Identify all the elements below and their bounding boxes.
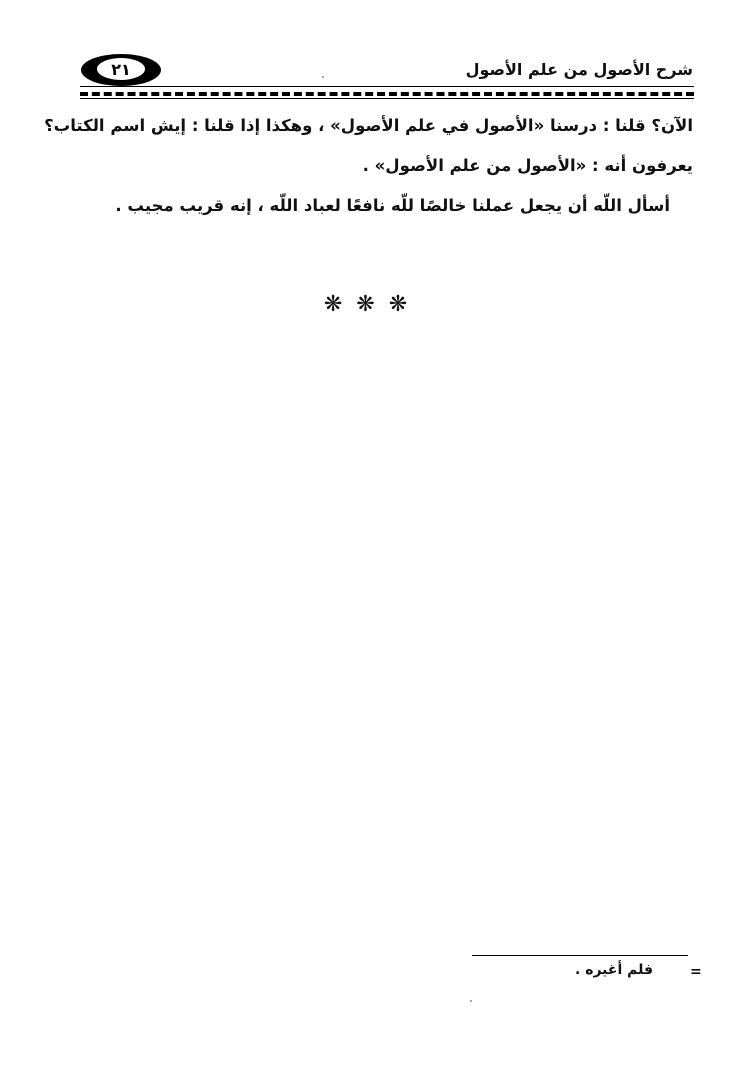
footnote-text: فلم أغيره . — [575, 962, 653, 978]
header-rule-dashed — [80, 92, 694, 96]
header-rule — [80, 86, 694, 87]
header-rule-bottom — [80, 98, 694, 99]
running-title: شرح الأصول من علم الأصول — [465, 60, 693, 79]
body-line: أسأل اللّه أن يجعل عملنا خالصًا للّه نافعًا لعباد اللّه ، إنه قريب مجيب . — [115, 196, 670, 215]
body-line: الآن؟ قلنا : درسنا «الأصول في علم الأصول» ، وهكذا إذا قلنا : إيش اسم الكتاب؟ — [44, 116, 693, 135]
page-number-badge — [80, 52, 162, 88]
footnote-rule — [472, 955, 688, 956]
footnote-marker: = — [690, 964, 702, 980]
body-line: يعرفون أنه : «الأصول من علم الأصول» . — [362, 156, 693, 175]
scan-speck — [322, 76, 324, 78]
section-separator: ❋❋❋ — [323, 292, 422, 317]
page-number: ٢١ — [111, 60, 131, 79]
scan-speck — [470, 1000, 472, 1002]
